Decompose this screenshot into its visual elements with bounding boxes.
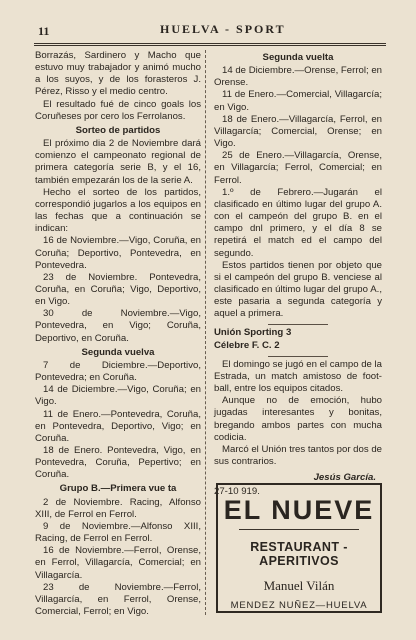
paragraph: Hecho el sorteo de los partidos, correspondió jugarlos a los equipos en las fechas que a continuación se indican: — [35, 186, 201, 235]
paragraph: Aunque no de emoción, hubo jugadas interesantes y bonitas, bregando ambos partes con mucha codicia. — [214, 395, 382, 443]
paragraph: El resultado fué de cinco goals los Coruñeses por cero los Ferrolanos. — [35, 98, 201, 122]
advertisement-box — [216, 483, 382, 613]
paragraph: 14 de Diciembre.—Vigo, Coruña; en Vigo. — [35, 384, 201, 408]
ad-rule — [239, 529, 359, 530]
heading-segunda-vuelva: Segunda vuelva — [81, 346, 155, 358]
paragraph: 16 de Noviembre.—Ferrol, Orense, en Ferrol, Villagarcía, Comercial; en Villagarcía. — [35, 545, 201, 581]
section-rule — [268, 356, 328, 357]
article-date: 27-10 919. — [214, 486, 260, 498]
author-signature: Jesús García. — [313, 472, 376, 484]
paragraph: 9 de Noviembre.—Alfonso XIII, Racing, de Ferrol en Ferrol. — [35, 520, 201, 545]
paragraph: El domingo se jugó en el campo de la Estrada, un match amistoso de foot-ball, entre los equipos citados. — [214, 358, 382, 395]
paragraph: 23 de Noviembre.—Ferrol, Villagarcía, en Ferrol, Orense, Comercial, Ferrol; en Vigo. — [35, 581, 201, 618]
paragraph: 25 de Enero.—Villagarcía, Orense, en Villagarcía; Ferrol, Comercial; en Ferrol. — [214, 150, 382, 186]
paragraph: 11 de Enero.—Pontevedra, Coruña, en Pontevedra, Deportivo, Vigo; en Coruña. — [35, 408, 201, 444]
paragraph: 1.º de Febrero.—Jugarán el clasificado en último lugar del grupo A. con el campeón del grupo B. en el campo dnl primero, y el día 8 se repetirá el match ed el campo del segundo. — [214, 186, 382, 259]
ad-subtitle: RESTAURANT - APERITIVOS — [250, 540, 348, 568]
paragraph: 7 de Diciembre.—Deportivo, Pontevedra; en Coruña. — [35, 359, 201, 384]
header-rule — [34, 43, 386, 46]
paragraph: Estos partidos tienen por objeto que si el campeón del grupo B. venciese al clasificado en último lugar del grupo A., este pasaria a segunda categoría y aquel a primera. — [214, 259, 382, 320]
paragraph: Borrazás, Sardinero y Macho que estuvo muy trabajador y animó mucho a los suyos, y de los forasteros J. Pérez, Risso y el medio centro. — [35, 50, 201, 98]
heading-grupo-b: Grupo B.—Primera vue ta — [59, 483, 177, 495]
paragraph: 2 de Noviembre. Racing, Alfonso XIII, de Ferrol en Ferrol. — [35, 496, 201, 520]
paragraph: El próximo dia 2 de Noviembre dará comienzo el campeonato regional de primera categoría serie B, y el 16, también empezarán los de la serie A. — [35, 138, 201, 186]
paragraph: 11 de Enero.—Comercial, Villagarcía; en Vigo. — [214, 89, 382, 113]
ad-title: EL NUEVE — [223, 495, 375, 525]
paragraph: 14 de Diciembre.—Orense, Ferrol; en Orense. — [214, 65, 382, 89]
page-header — [0, 0, 416, 40]
ad-address: MENDEZ NUÑEZ—HUELVA — [230, 600, 368, 611]
right-column — [214, 50, 382, 498]
heading-sorteo: Sorteo de partidos — [75, 124, 161, 136]
section-rule — [268, 324, 328, 325]
paragraph: 16 de Noviembre.—Vigo, Coruña, en Coruña; Deportivo, Pontevedra, en Pontevedra. — [35, 235, 201, 271]
paragraph: 30 de Noviembre.—Vigo, Pontevedra, en Vigo; Coruña, Deportivo, en Coruña. — [35, 308, 201, 344]
page-number: 11 — [38, 24, 50, 38]
paragraph: Marcó el Unión tres tantos por dos de sus contrarios. — [214, 443, 382, 467]
paragraph: 18 de Enero. Pontevedra, Vigo, en Pontevedra, Coruña, Pepertivo; en Coruña. — [35, 445, 201, 481]
heading-segunda-vuelta: Segunda vuelta — [262, 52, 334, 63]
match-away-score: Célebre F. C. 2 — [214, 339, 280, 351]
left-column — [35, 50, 201, 618]
match-home-score: Unión Sporting 3 — [214, 327, 292, 339]
column-divider — [205, 50, 206, 615]
ad-owner: Manuel Vilán — [263, 578, 335, 593]
magazine-title: HUELVA - SPORT — [160, 22, 286, 36]
paragraph: 23 de Noviembre. Pontevedra, Coruña, en Coruña; Vigo, Deportivo, en Vigo. — [35, 271, 201, 308]
paragraph: 18 de Enero.—Villagarcía, Ferrol, en Villagarcía; Comercial, Orense; en Vigo. — [214, 113, 382, 150]
